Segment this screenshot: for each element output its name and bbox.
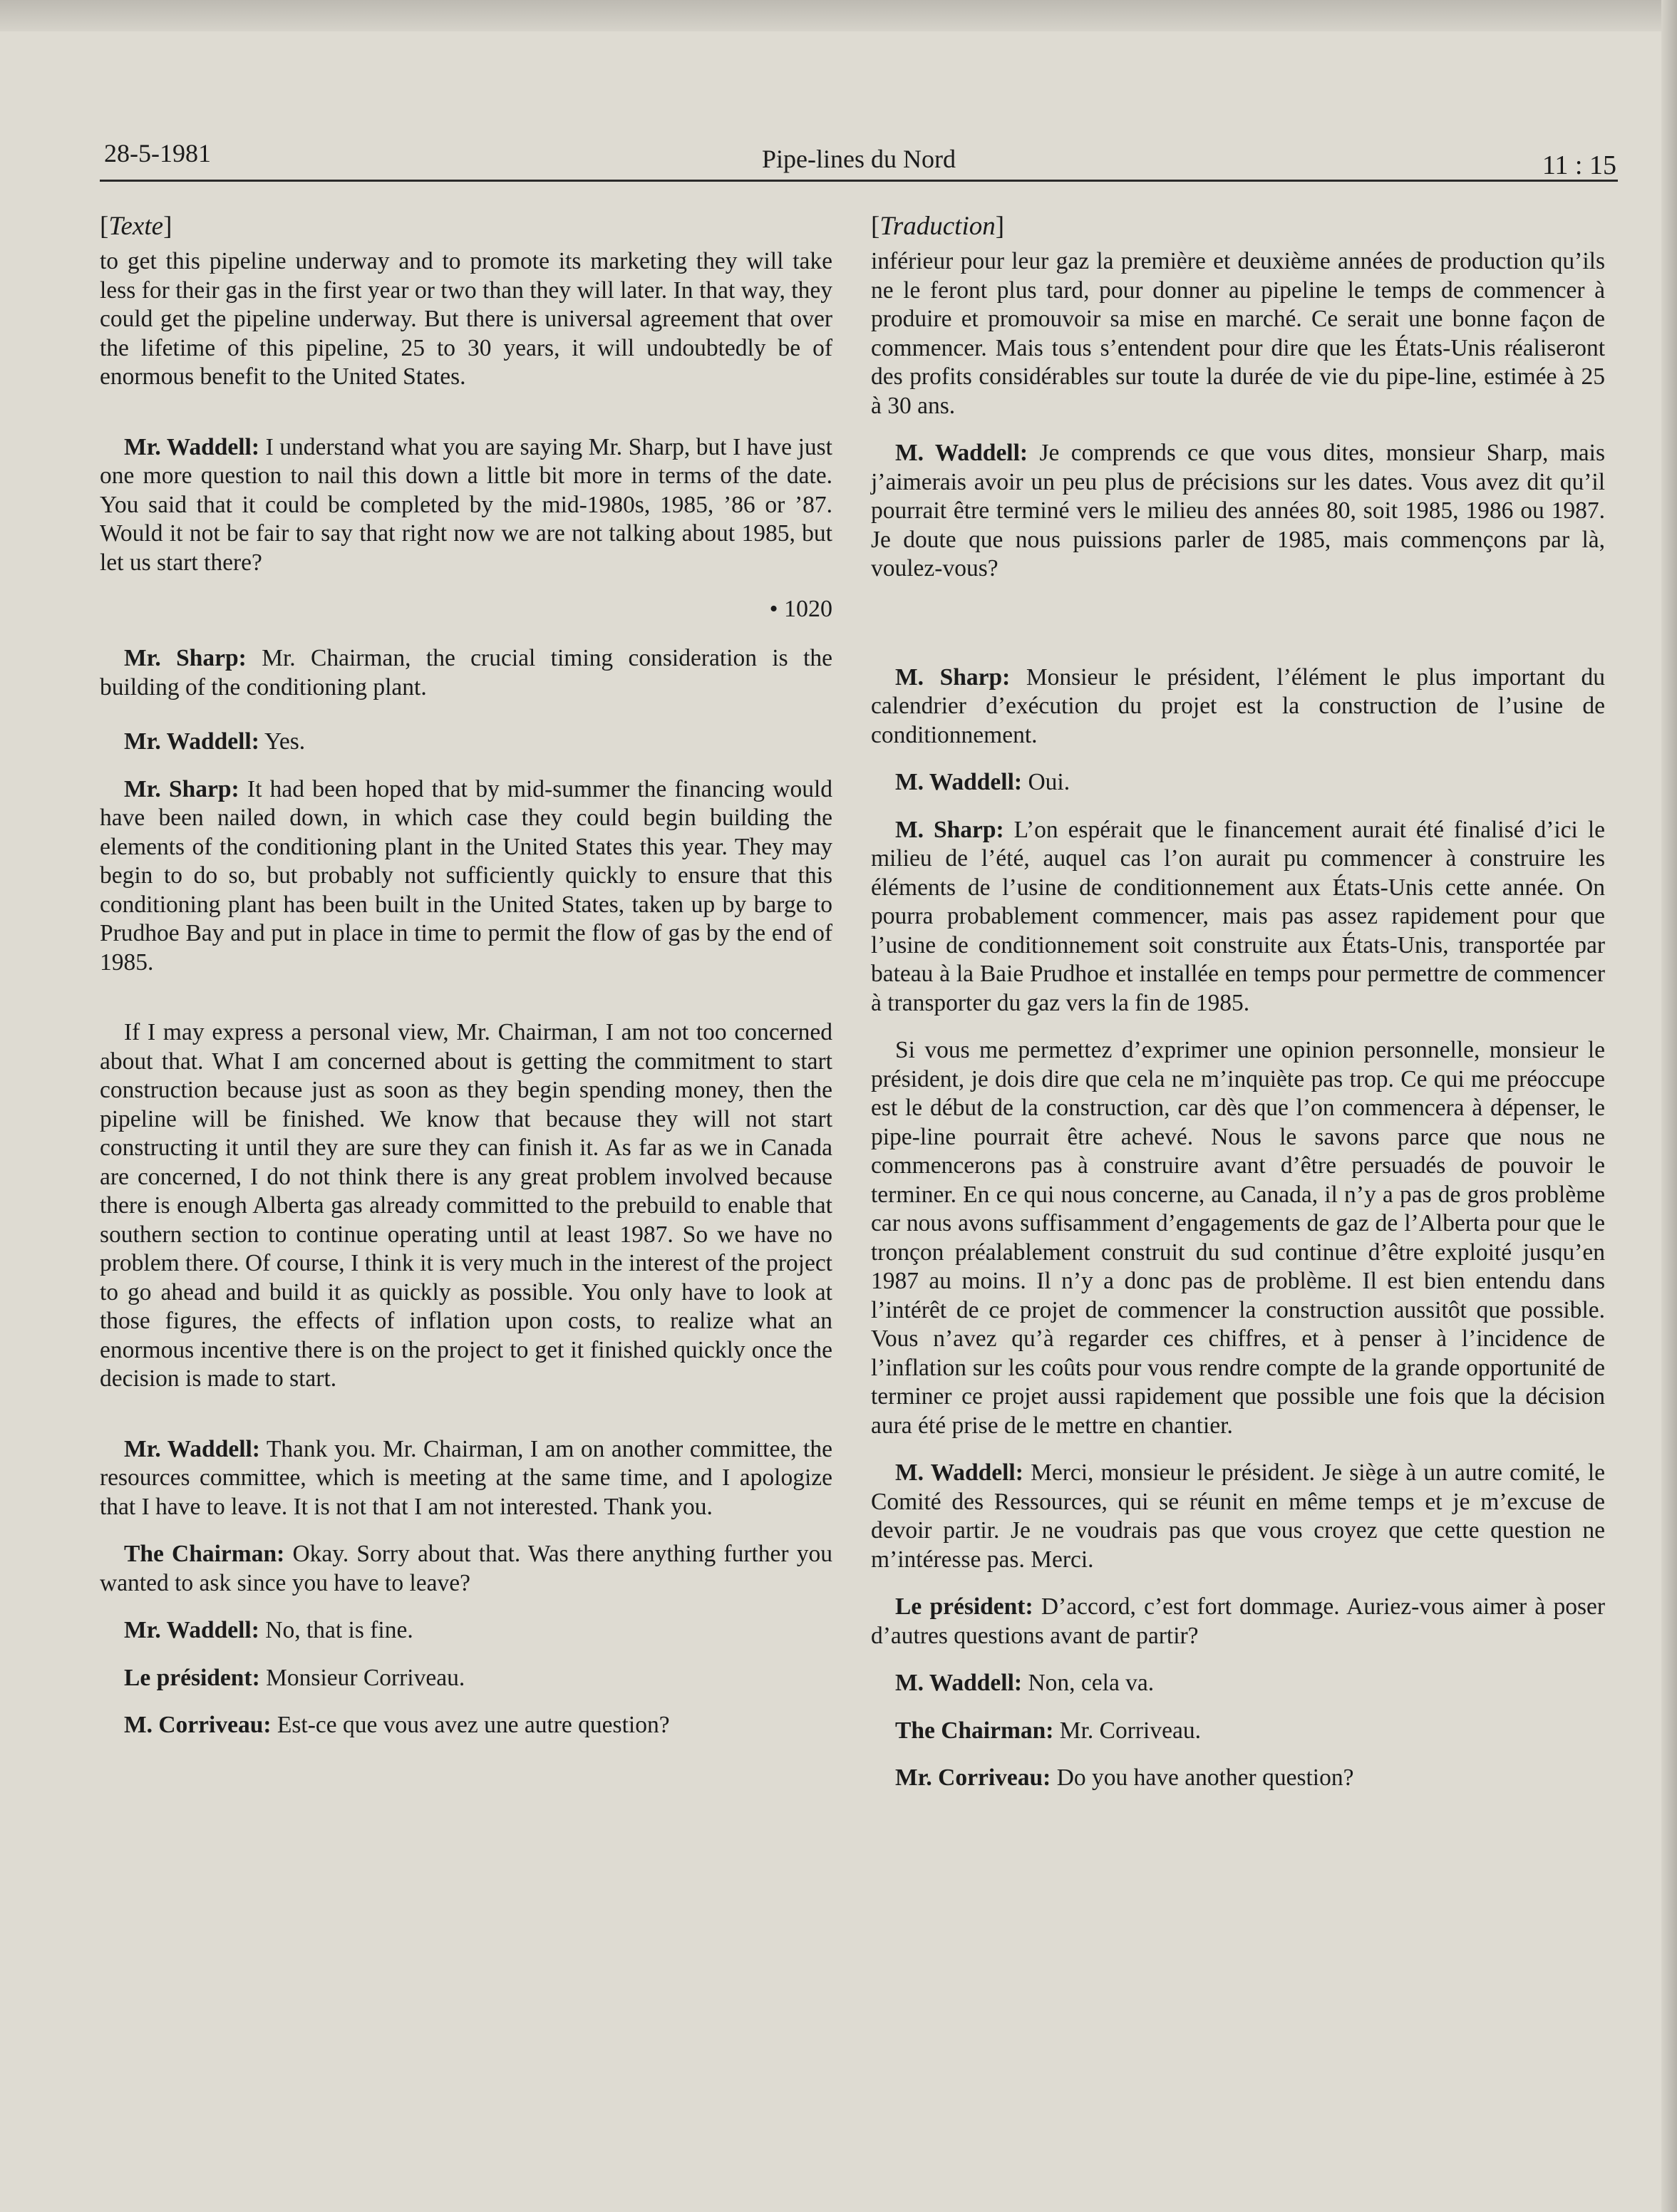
- paragraph-text: inférieur pour leur gaz la première et deuxième années de production qu’ils ne le feront plus tard, pour donner au pipeline le temps de commencer à produire et promouvoir sa mise en marché. Ce serait une bonne façon de commencer. Mais tous s’entendent pour dire que les États-Unis réaliseront des profits considérables sur toute la durée de vie du pipe-line, estimée à 25 à 30 ans.: [871, 248, 1605, 419]
- speaker-name: Mr. Corriveau:: [895, 1764, 1051, 1791]
- paragraph: [871, 768, 1605, 797]
- paragraph-text: Si vous me permettez d’exprimer une opinion personnelle, monsieur le président, je dois dire que cela ne m’inquiète pas trop. Ce qui me préoccupe est le début de la construction, car dès que l’on commencera à dépenser, le pipe-line pourrait être achevé. Nous le savons parce que nous ne commencerons pas à construire avant d’être persuadés de pouvoir le terminer. En ce qui nous concerne, au Canada, il n’y a pas de gros problème car nous avons suffisamment d’engagements de gaz de l’Alberta pour que le tronçon préalablement construit du sud continue d’être exploité jusqu’en 1987 au moins. Il n’y a donc pas de problème. Il est bien entendu dans l’intérêt de ce projet de commencer la construction aussitôt que possible. Vous n’avez qu’à regarder ces chiffres, et à penser à l’incidence de l’inflation sur les coûts pour vous rendre compte de la grande opportunité de terminer ce projet aussi rapidement que possible une fois que la décision aura été prise de le mettre en chantier.: [871, 1037, 1605, 1439]
- paragraph-text: Non, cela va.: [1028, 1670, 1155, 1696]
- paragraph: [871, 1459, 1605, 1574]
- paragraph: [100, 1664, 832, 1693]
- left-column: [100, 211, 832, 1759]
- paragraph: [100, 1711, 832, 1740]
- column-label-traduction: [Traduction]: [871, 212, 1005, 241]
- paragraph: [100, 1018, 832, 1394]
- paragraph-text: Oui.: [1028, 769, 1070, 795]
- column-label-texte: [Texte]: [100, 212, 172, 241]
- paragraph-text: Monsieur Corriveau.: [266, 1664, 465, 1691]
- speaker-name: M. Sharp:: [895, 816, 1004, 843]
- paragraph-text: Je comprends ce que vous dites, monsieur Sharp, mais j’aimerais avoir un peu plus de précisions sur les dates. Vous avez dit qu’il pourrait être terminé vers le milieu des années 80, soit 1985, 1986 ou 1987. Je doute que nous puissions parler de 1985, mais commençons par là, voulez-vous?: [871, 440, 1605, 582]
- speaker-name: Mr. Waddell:: [124, 1435, 260, 1462]
- paragraph: [871, 1717, 1605, 1746]
- speaker-name: M. Waddell:: [895, 769, 1023, 795]
- paragraph-text: Mr. Corriveau.: [1059, 1717, 1201, 1744]
- paragraph-text: If I may express a personal view, Mr. Chairman, I am not too concerned about that. What I am concerned about is getting the commitment to start construction because just as soon as they begin spending money, then the pipeline will be finished. We know that because they will not start constructing it until they are sure they can finish it. As far as we in Canada are concerned, I do not think there is any great problem involved because there is enough Alberta gas already committed to the prebuild to enable that southern section to continue operating until at least 1987. So we have no problem there. Of course, I think it is very much in the interest of the project to go ahead and build it as quickly as possible. You only have to look at those figures, the effects of inflation upon costs, to realize what an enormous incentive there is on the project to get it finished quickly once the decision is made to start.: [100, 1019, 832, 1392]
- speaker-name: Mr. Waddell:: [124, 728, 259, 755]
- speaker-name: M. Waddell:: [895, 1459, 1023, 1486]
- paragraph: [871, 1764, 1605, 1793]
- paragraph-text: Thank you. Mr. Chairman, I am on another committee, the resources committee, which is meeting at the same time, and I apologize that I have to leave. It is not that I am not interested. Thank you.: [100, 1435, 832, 1520]
- speaker-name: Mr. Sharp:: [124, 645, 247, 671]
- paragraph-text: Mr. Chairman, the crucial timing consideration is the building of the conditioning plant.: [100, 645, 832, 701]
- paragraph: [100, 1435, 832, 1522]
- speaker-name: Mr. Waddell:: [124, 1617, 259, 1643]
- header-title: Pipe-lines du Nord: [762, 145, 956, 173]
- paragraph: [871, 1593, 1605, 1650]
- paragraph-text: L’on espérait que le financement aurait été finalisé d’ici le milieu de l’été, auquel cas l’on aurait pu commencer à construire les éléments de l’usine de conditionnement aux États-Unis cette année. On pourra probablement commencer, mais pas assez rapidement pour que l’usine de conditionnement soit construite aux États-Unis, transportée par bateau à la Baie Prudhoe et installée en temps pour permettre de commencer à transporter du gaz vers la fin de 1985.: [871, 816, 1606, 1016]
- paragraph: [100, 728, 832, 757]
- speaker-name: M. Waddell:: [895, 440, 1028, 466]
- paragraph: [100, 644, 832, 702]
- scan-edge-top: [0, 0, 1677, 31]
- paragraph: [871, 816, 1605, 1018]
- paragraph-text: Merci, monsieur le président. Je siège à un autre comité, le Comité des Ressources, qui se réunit en même temps et je m’excuse de devoir partir. Je ne voudrais pas que vous croyez que cette question ne m’intéresse pas. Merci.: [871, 1459, 1606, 1573]
- paragraph-text: Do you have another question?: [1056, 1764, 1354, 1791]
- right-column: [871, 211, 1605, 1812]
- paragraph-text: Est-ce que vous avez une autre question?: [277, 1712, 670, 1738]
- speaker-name: M. Corriveau:: [124, 1712, 272, 1738]
- time-marker: • 1020: [769, 596, 832, 622]
- paragraph-text: Yes.: [264, 728, 306, 755]
- speaker-name: The Chairman:: [895, 1717, 1054, 1744]
- paragraph: [100, 1540, 832, 1598]
- speaker-name: Le président:: [124, 1664, 260, 1691]
- paragraph: [100, 775, 832, 978]
- scan-edge-right: [1661, 0, 1677, 2212]
- paragraph: [871, 663, 1605, 750]
- paragraph-text: It had been hoped that by mid-summer the financing would have been nailed down, in which case they could begin building the elements of the conditioning plant in the United States this year. They may begin to do so, but probably not sufficiently quickly to ensure that this conditioning plant has been built in the United States, taken up by barge to Prudhoe Bay and put in place in time to permit the flow of gas by the end of 1985.: [100, 775, 832, 976]
- header-date: 28-5-1981: [104, 139, 211, 167]
- paragraph: [100, 433, 832, 578]
- paragraph: [871, 1036, 1605, 1440]
- paragraph: [871, 247, 1605, 420]
- speaker-name: The Chairman:: [124, 1541, 285, 1567]
- header-page-number: 11 : 15: [1542, 150, 1616, 180]
- speaker-name: M. Sharp:: [895, 663, 1011, 691]
- paragraph: [100, 247, 832, 392]
- paragraph-text: to get this pipeline underway and to promote its marketing they will take less for their gas in the first year or two than they will later. In that way, they could get the pipeline underway. But there is universal agreement that over the lifetime of this pipeline, 25 to 30 years, it will undoubtedly be of enormous benefit to the United States.: [100, 248, 832, 390]
- speaker-name: Mr. Waddell:: [124, 433, 260, 460]
- paragraph: [871, 439, 1605, 584]
- speaker-name: Le président:: [895, 1593, 1033, 1620]
- paragraph-text: D’accord, c’est fort dommage. Auriez-vous aimer à poser d’autres questions avant de partir?: [871, 1593, 1606, 1649]
- paragraph-text: Okay. Sorry about that. Was there anything further you wanted to ask since you have to leave?: [100, 1541, 833, 1596]
- paragraph: [871, 1669, 1605, 1698]
- paragraph-text: I understand what you are saying Mr. Sharp, but I have just one more question to nail this down a little bit more in terms of the date. You said that it could be completed by the mid-1980s, 1985, ’86 or ’87. Would it not be fair to say that right now we are not talking about 1985, but let us start there?: [100, 433, 832, 576]
- speaker-name: Mr. Sharp:: [124, 775, 239, 802]
- paragraph-text: Monsieur le président, l’élément le plus important du calendrier d’exécution du projet est la construction de l’usine de conditionnement.: [871, 663, 1605, 748]
- running-header: [100, 137, 1618, 182]
- paragraph: [100, 1616, 832, 1645]
- paragraph-text: No, that is fine.: [265, 1617, 413, 1643]
- speaker-name: M. Waddell:: [895, 1670, 1023, 1696]
